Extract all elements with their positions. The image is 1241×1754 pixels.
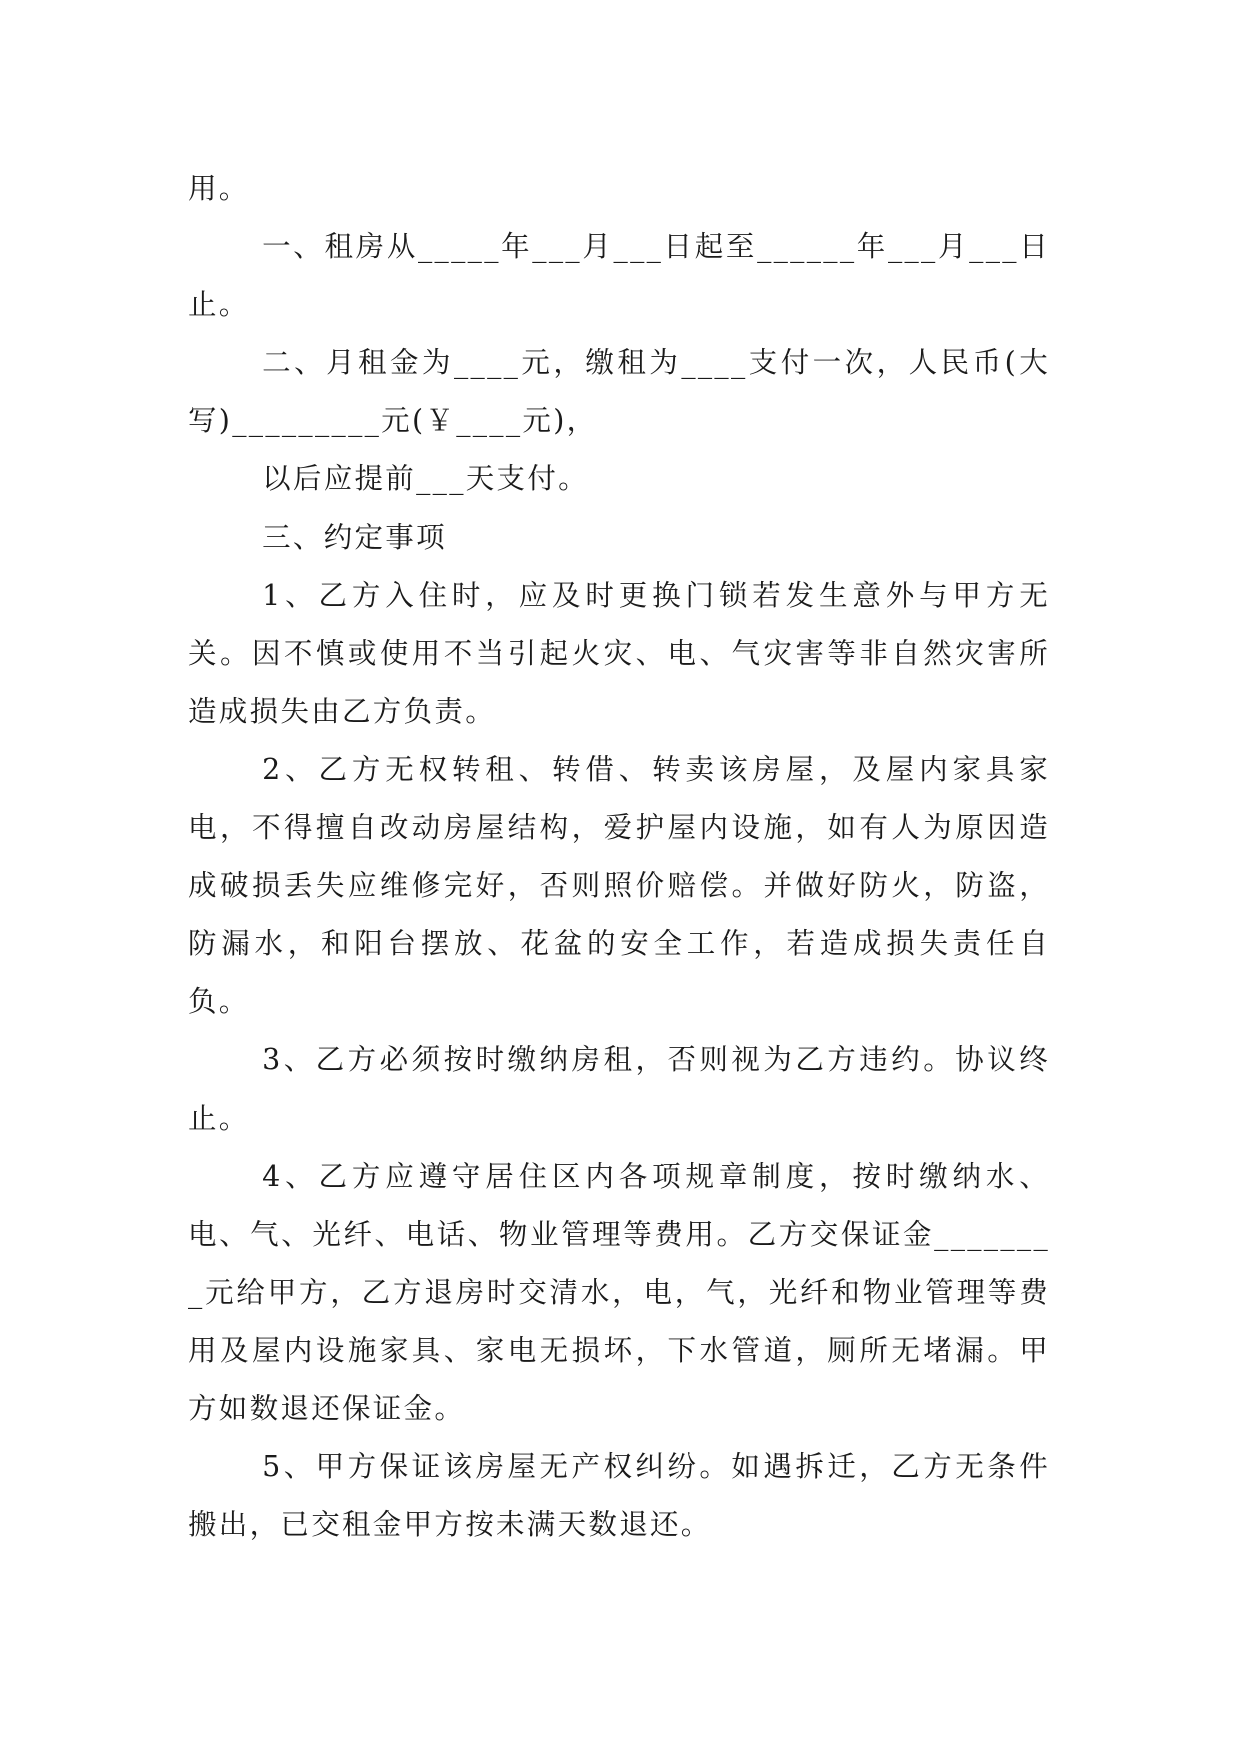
paragraph-item-3: 3、乙方必须按时缴纳房租，否则视为乙方违约。协议终止。: [188, 1043, 1050, 1135]
paragraph-payment-advance: 以后应提前___天支付。: [262, 462, 589, 496]
paragraph-item-2: 2、乙方无权转租、转借、转卖该房屋，及屋内家具家电，不得擅自改动房屋结构，爱护屋内设施，如有人为原因造成破损丢失应维修完好，否则照价赔偿。并做好防火，防盗，防漏水，和阳台摆放、花盆的安全工作，若造成损失责任自负。: [188, 752, 1050, 1019]
paragraph-item-5: 5、甲方保证该房屋无产权纠纷。如遇拆迁，乙方无条件搬出，已交租金甲方按未满天数退还。: [188, 1450, 1050, 1542]
paragraph-continuation: 用。: [188, 172, 250, 205]
paragraph-item-4: 4、乙方应遵守居住区内各项规章制度，按时缴纳水、电、气、光纤、电话、物业管理等费用。乙方交保证金________元给甲方，乙方退房时交清水，电，气，光纤和物业管理等费用及屋内设施家具、家电无损坏，下水管道，厕所无堵漏。甲方如数退还保证金。: [188, 1159, 1050, 1425]
paragraph-clause-3-heading: 三、约定事项: [262, 520, 447, 554]
paragraph-item-1: 1、乙方入住时，应及时更换门锁若发生意外与甲方无关。因不慎或使用不当引起火灾、电、气灾害等非自然灾害所造成损失由乙方负责。: [188, 578, 1050, 728]
paragraph-clause-1-rental-period: 一、租房从_____年___月___日起至______年___月___日止。: [188, 230, 1050, 322]
document-body: [188, 160, 1050, 1554]
paragraph-clause-2-monthly-rent: 二、月租金为____元，缴租为____支付一次，人民币(大写)_________元(￥____元)，: [188, 346, 1050, 438]
